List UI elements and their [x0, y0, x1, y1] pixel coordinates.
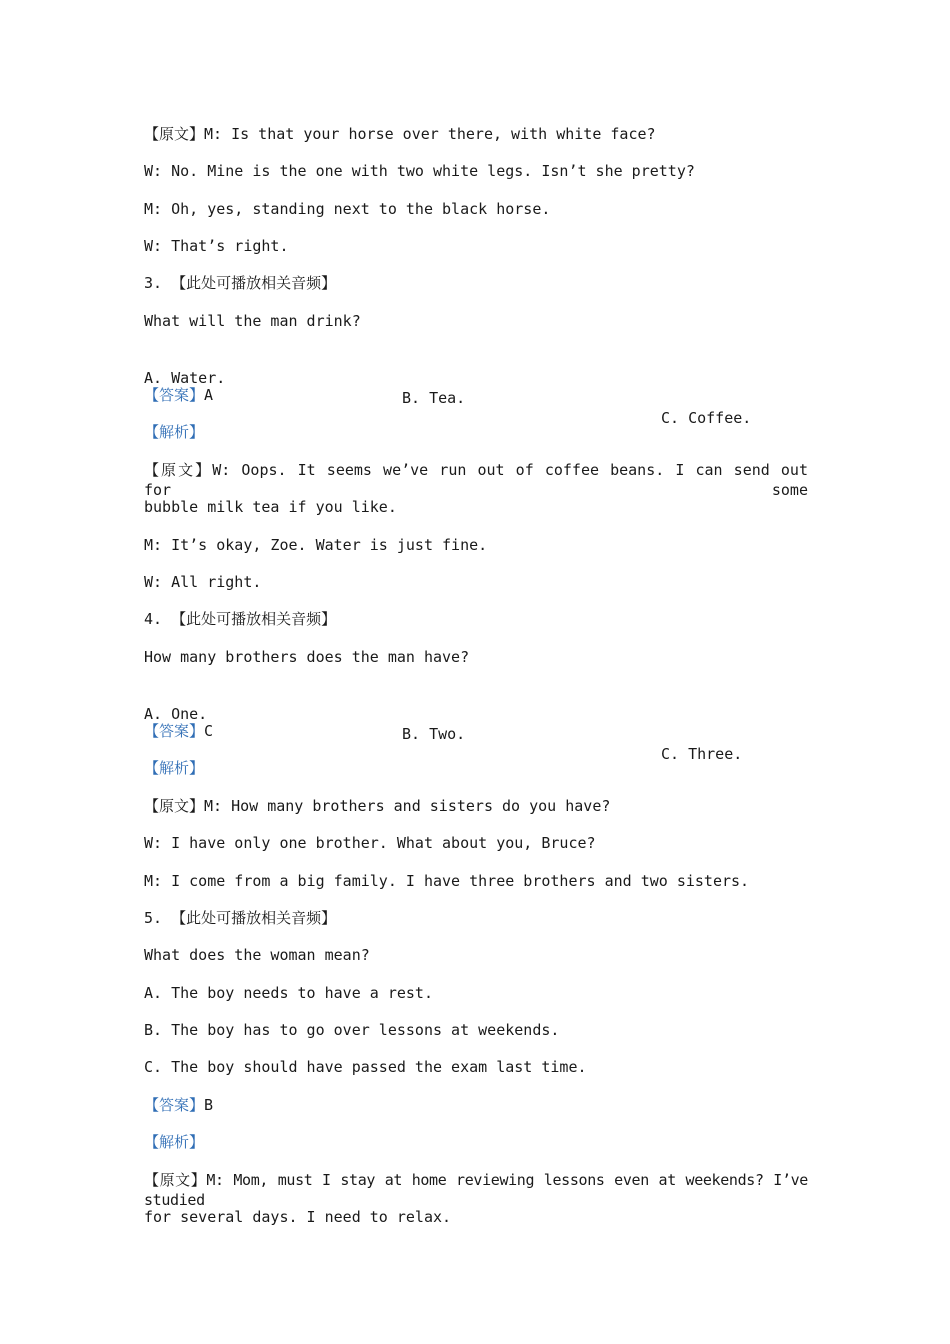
transcript-line: W: All right.: [144, 573, 262, 591]
transcript-line: W: No. Mine is the one with two white legs. Isn’t she pretty?: [144, 162, 695, 180]
option-c: C. The boy should have passed the exam last time.: [144, 1058, 587, 1076]
answer-value: B: [204, 1096, 214, 1114]
answer-label: 【答案】: [144, 1096, 205, 1114]
transcript-line: 【原文】M: Is that your horse over there, with white face?: [144, 125, 656, 143]
question-4-title: 4. 【此处可播放相关音频】: [144, 610, 337, 628]
transcript-line: M: It’s okay, Zoe. Water is just fine.: [144, 536, 488, 554]
option-b: B. Two.: [402, 725, 466, 743]
question-4-text: How many brothers does the man have?: [144, 648, 470, 666]
transcript-line: for several days. I need to relax.: [144, 1208, 452, 1226]
option-a: A. One.: [144, 705, 208, 723]
analysis-label: 【解析】: [144, 1133, 205, 1151]
answer-line: [144, 385, 213, 405]
transcript-line: 【原文】M: How many brothers and sisters do you have?: [144, 797, 611, 815]
answer-line: [144, 1095, 213, 1115]
transcript-line: M: I come from a big family. I have three brothers and two sisters.: [144, 872, 750, 890]
answer-value: C: [204, 722, 214, 740]
analysis-label: 【解析】: [144, 759, 205, 777]
answer-label: 【答案】: [144, 386, 205, 404]
transcript-line: W: That’s right.: [144, 237, 289, 255]
option-c: C. Coffee.: [661, 409, 752, 427]
option-c: C. Three.: [661, 745, 743, 763]
answer-label: 【答案】: [144, 722, 205, 740]
option-b: B. The boy has to go over lessons at weekends.: [144, 1021, 560, 1039]
transcript-line: 【原文】W: Oops. It seems we’ve run out of coffee beans. I can send out for some: [144, 461, 808, 499]
answer-value: A: [204, 386, 214, 404]
option-a: A. The boy needs to have a rest.: [144, 984, 433, 1002]
question-5-title: 5. 【此处可播放相关音频】: [144, 909, 337, 927]
analysis-label: 【解析】: [144, 423, 205, 441]
transcript-line: bubble milk tea if you like.: [144, 498, 397, 516]
option-a: A. Water.: [144, 369, 226, 387]
question-3-text: What will the man drink?: [144, 312, 361, 330]
transcript-line: W: I have only one brother. What about you, Bruce?: [144, 834, 596, 852]
question-3-title: 3. 【此处可播放相关音频】: [144, 274, 337, 292]
transcript-line: M: Oh, yes, standing next to the black horse.: [144, 200, 551, 218]
option-b: B. Tea.: [402, 389, 466, 407]
transcript-line: 【原文】M: Mom, must I stay at home reviewing lessons even at weekends? I’ve studied: [144, 1171, 808, 1209]
answer-line: [144, 721, 213, 741]
question-5-text: What does the woman mean?: [144, 946, 370, 964]
